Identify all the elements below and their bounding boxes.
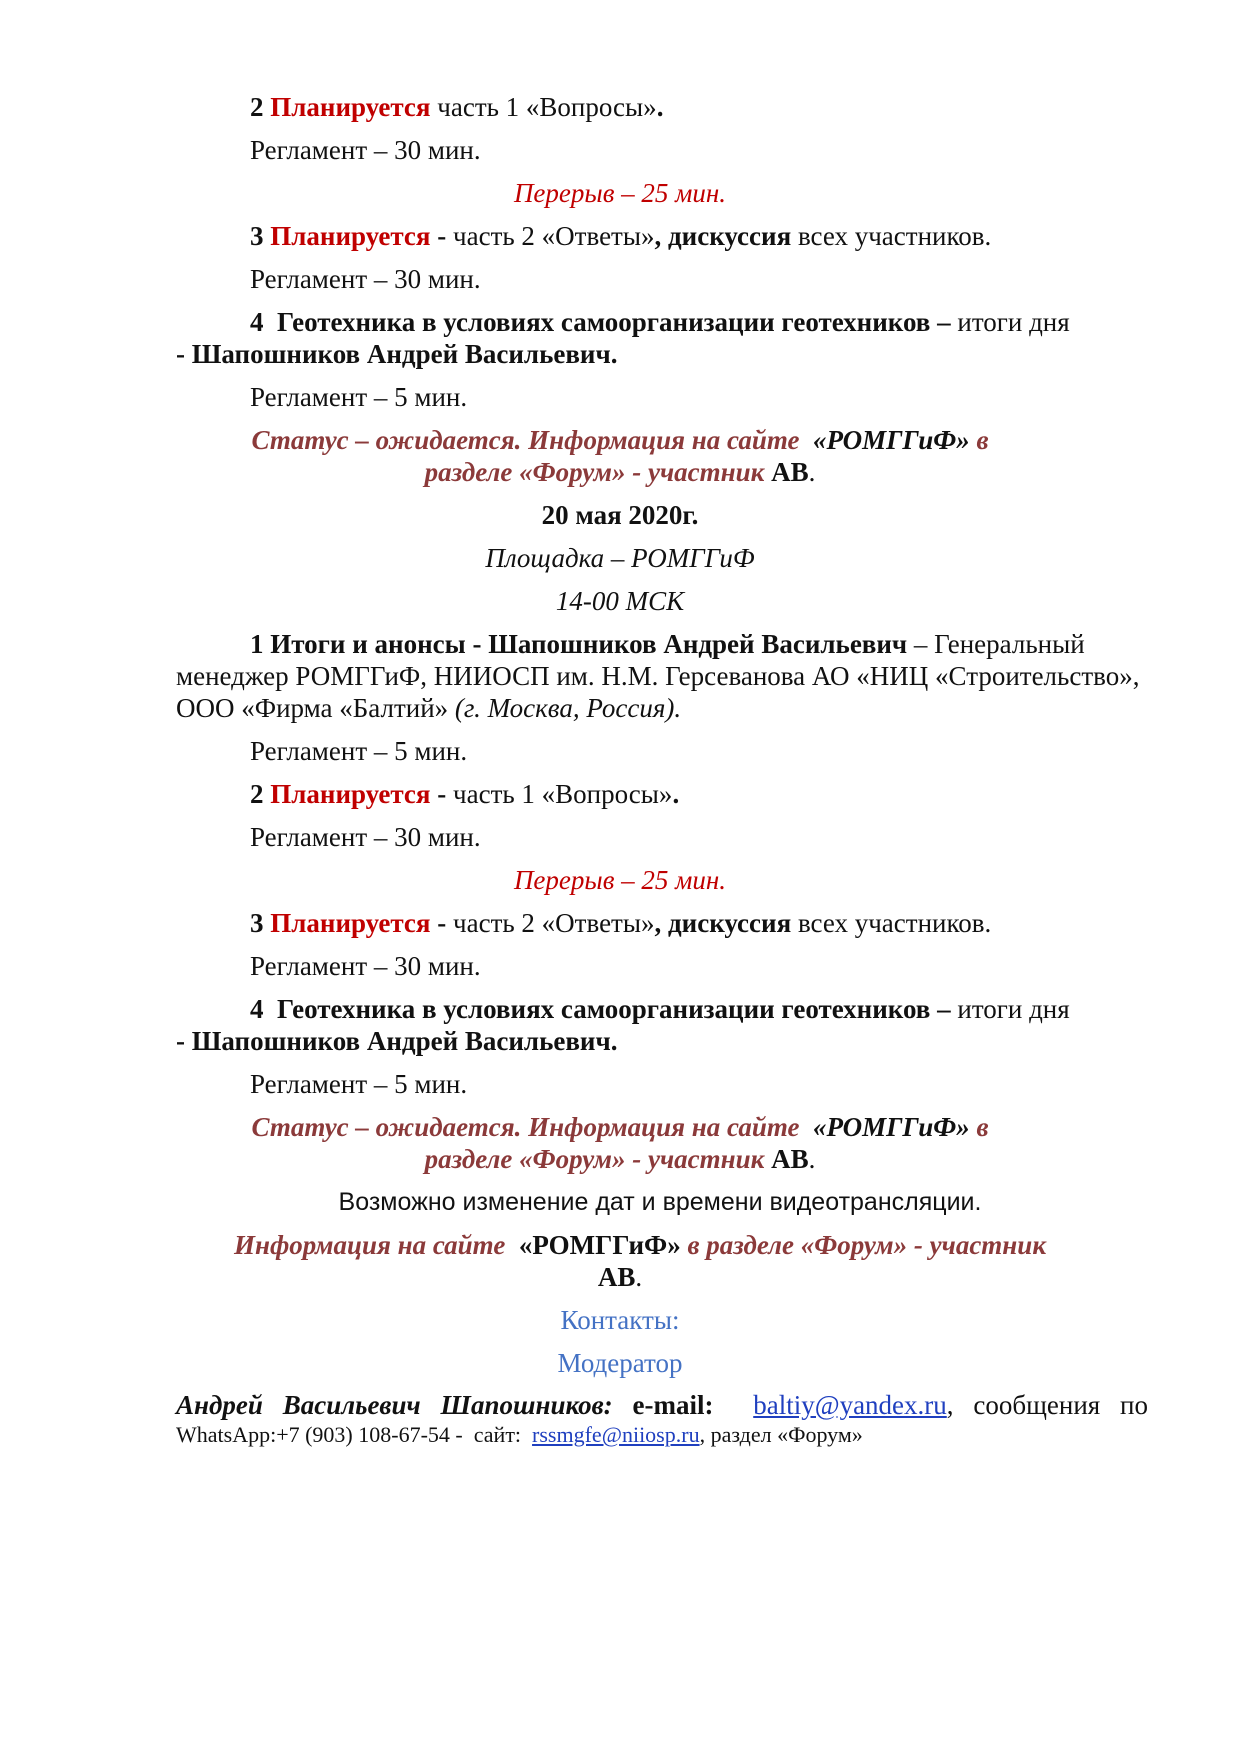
day1-status-line-2: разделе «Форум» - участник АВ.	[424, 457, 816, 487]
contacts-heading: Контакты:	[560, 1305, 680, 1335]
site-email-link[interactable]: rssmgfe@niiosp.ru	[532, 1422, 700, 1447]
day1-item-4-speaker: - Шапошников Андрей Васильевич.	[176, 339, 618, 369]
footer-contact-line-1: Андрей Васильевич Шапошников: e-mail: baltiy@yandex.ru, сообщения по	[176, 1390, 1149, 1420]
day2-item-3: 3 Планируется - часть 2 «Ответы», дискуссия всех участников.	[250, 908, 992, 938]
info-line-1: Информация на сайте «РОМГГиФ» в разделе «Форум» - участник	[233, 1230, 1046, 1260]
day1-item-2: 2 Планируется часть 1 «Вопросы».	[250, 92, 664, 122]
day2-item-1-line-2: менеджер РОМГГиФ, НИИОСП им. Н.М. Герсеванова АО «НИЦ «Строительство»,	[176, 661, 1140, 691]
day2-reglament-4: Регламент – 5 мин.	[250, 1069, 468, 1099]
email-link[interactable]: baltiy@yandex.ru	[753, 1390, 947, 1420]
day1-item-3: 3 Планируется - часть 2 «Ответы», дискуссия всех участников.	[250, 221, 992, 251]
day2-venue: Площадка – РОМГГиФ	[485, 543, 755, 573]
day2-time: 14-00 МСК	[555, 586, 685, 616]
day1-reglament-4: Регламент – 5 мин.	[250, 382, 468, 412]
day2-status-line-2: разделе «Форум» - участник АВ.	[424, 1144, 816, 1174]
day2-break: Перерыв – 25 мин.	[513, 865, 727, 895]
notice-text: Возможно изменение дат и времени видеотрансляции.	[338, 1188, 982, 1216]
day1-reglament-3: Регламент – 30 мин.	[250, 264, 481, 294]
day2-status-line-1: Статус – ожидается. Информация на сайте «РОМГГиФ» в	[251, 1112, 989, 1142]
moderator-label: Модератор	[557, 1348, 683, 1378]
footer-contact-line-2: WhatsApp:+7 (903) 108-67-54 - сайт: rssmgfe@niiosp.ru, раздел «Форум»	[176, 1422, 863, 1447]
day1-reglament-2: Регламент – 30 мин.	[250, 135, 481, 165]
info-line-2: АВ.	[597, 1262, 643, 1292]
day1-break: Перерыв – 25 мин.	[513, 178, 727, 208]
day2-reglament-1: Регламент – 5 мин.	[250, 736, 468, 766]
day2-date: 20 мая 2020г.	[541, 500, 699, 530]
day2-item-1: 1 Итоги и анонсы - Шапошников Андрей Васильевич – Генеральный	[250, 629, 1085, 659]
day2-item-1-line-3: ООО «Фирма «Балтий» (г. Москва, Россия).	[176, 693, 682, 723]
day2-reglament-3: Регламент – 30 мин.	[250, 951, 481, 981]
day2-reglament-2: Регламент – 30 мин.	[250, 822, 481, 852]
day2-item-4: 4 Геотехника в условиях самоорганизации геотехников – итоги дня	[250, 994, 1070, 1024]
day1-status-line-1: Статус – ожидается. Информация на сайте «РОМГГиФ» в	[251, 425, 989, 455]
day2-item-2: 2 Планируется - часть 1 «Вопросы».	[250, 779, 680, 809]
day1-item-4: 4 Геотехника в условиях самоорганизации геотехников – итоги дня	[250, 307, 1070, 337]
day2-item-4-speaker: - Шапошников Андрей Васильевич.	[176, 1026, 618, 1056]
